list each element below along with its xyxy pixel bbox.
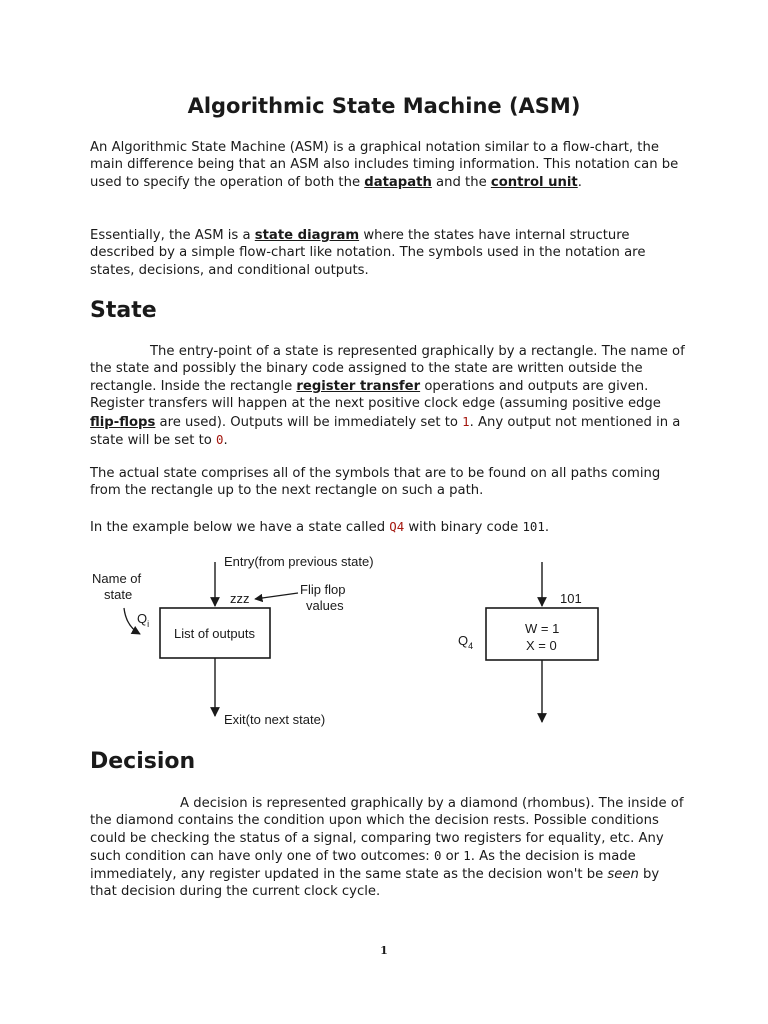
flip-flop-pointer xyxy=(255,593,298,599)
list-of-outputs-label: List of outputs xyxy=(174,626,255,641)
asm-state-diagram xyxy=(80,546,620,736)
q4-output-x: X = 0 xyxy=(526,638,557,653)
name-of-state-label-2: state xyxy=(104,587,133,602)
q4-code-label: 101 xyxy=(560,591,582,606)
control-unit-link[interactable]: control unit xyxy=(490,174,578,190)
state-paragraph-1: The entry-point of a state is represented graphically by a rectangle. The name of the state and possibly the binary code assigned to the state are written outside the rectangle. Inside the rectangle register transfer operations and outputs are given. Register transfers will happen at the next positive clock edge (assuming positive edge flip-flops are used). Outputs will be immediately set to 1. Any output not mentioned in a state will be set to 0. xyxy=(90,344,685,449)
state-paragraph-2: The actual state comprises all of the symbols that are to be found on all paths coming from the rectangle up to the next rectangle on such a path. xyxy=(90,466,661,499)
flip-flop-label-2: values xyxy=(306,598,344,613)
register-transfer-link[interactable]: register transfer xyxy=(296,378,421,394)
decision-heading: Decision xyxy=(90,749,196,774)
flip-flops-link[interactable]: flip-flops xyxy=(90,414,156,430)
page-number: 1 xyxy=(380,944,388,957)
name-of-state-label-1: Name of xyxy=(92,571,142,586)
zzz-label: zzz xyxy=(230,591,250,606)
page-title: Algorithmic State Machine (ASM) xyxy=(187,94,581,118)
entry-label: Entry(from previous state) xyxy=(224,554,374,569)
flip-flop-label-1: Flip flop xyxy=(300,582,346,597)
q4-name-label: $Q_4$ xyxy=(458,633,474,651)
state-name-q: $Q_i$ xyxy=(137,611,150,629)
exit-label: Exit(to next state) xyxy=(224,712,326,727)
datapath-link[interactable]: datapath xyxy=(364,174,432,190)
q4-output-w: W = 1 xyxy=(525,621,560,636)
intro-paragraph-2: Essentially, the ASM is a state diagram where the states have internal structure described by a simple flow-chart like notation. The symbols used in the notation are states, decisions, and conditional outputs. xyxy=(90,228,646,278)
state-paragraph-3: In the example below we have a state called Q4 with binary code 101. xyxy=(90,519,550,535)
intro-paragraph-1: An Algorithmic State Machine (ASM) is a graphical notation similar to a flow-chart, the main difference being that an ASM also includes timing information. This notation can be used to specify the operation of both the datapath and the control unit. xyxy=(90,140,679,190)
decision-paragraph-1: A decision is represented graphically by a diamond (rhombus). The inside of the diamond contains the condition upon which the decision rests. Possible conditions could be checking the status of a signal, comparing two registers for equality, etc. Any such condition can have only one of two outcomes: 0 or 1. As the decision is made immediately, any register updated in the same state as the decision won't be seen by that decision during the current clock cycle. xyxy=(90,796,684,900)
state-diagram-link[interactable]: state diagram xyxy=(254,228,360,243)
state-heading: State xyxy=(90,298,157,323)
